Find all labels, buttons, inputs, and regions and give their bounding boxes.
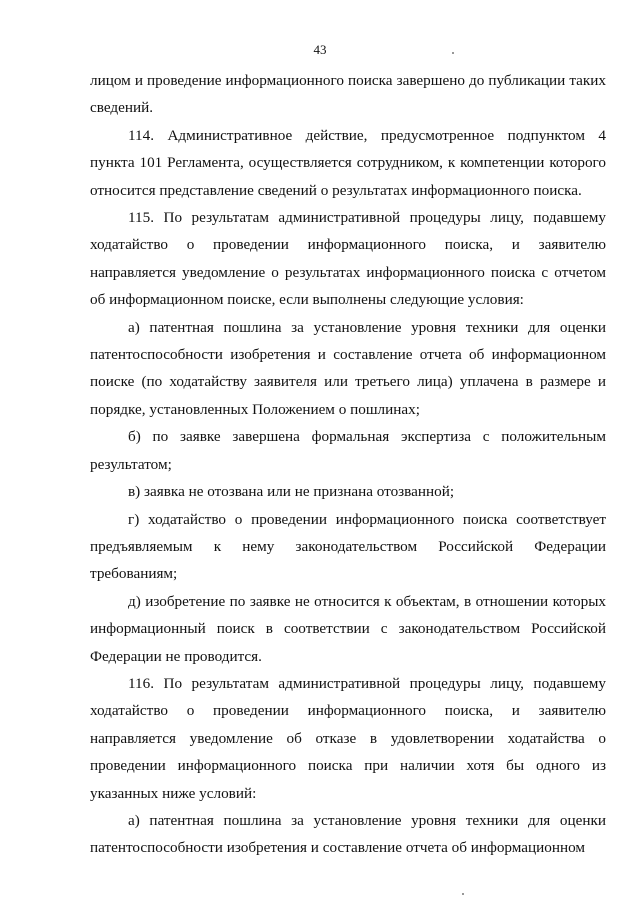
page-number: 43 [313,42,327,57]
scan-speck [462,893,464,895]
paragraph-115-g: г) ходатайство о проведении информационного поиска соответствует предъявляемым к нему законодательством Российской Федерации требованиям; [90,510,606,583]
document-body [90,67,606,862]
paragraph-continuation: лицом и проведение информационного поиска завершено до публикации таких сведений. [90,72,606,117]
paragraph-115-b: б) по заявке завершена формальная экспертиза с положительным результатом; [90,428,606,473]
paragraph-116-a: а) патентная пошлина за установление уровня техники для оценки патентоспособности изобретения и составление отчета об информационном [90,811,606,857]
paragraph-115-a: а) патентная пошлина за установление уровня техники для оценки патентоспособности изобретения и составление отчета об информационном поиске (по ходатайству заявителя или третьего лица) уплачена в размере и порядке, установленных Положением о пошлинах; [90,318,606,418]
scan-speck [452,52,454,54]
paragraph-115-d: д) изобретение по заявке не относится к объектам, в отношении которых информационный поиск в соответствии с законодательством Российской Федерации не проводится. [90,592,606,665]
paragraph-115-v: в) заявка не отозвана или не признана отозванной; [128,483,455,501]
paragraph-115: 115. По результатам административной процедуры лицу, подавшему ходатайство о проведении информационного поиска, и заявителю направляется уведомление о результатах информационного поиска с отчетом об информационном поиске, если выполнены следующие условия: [90,209,606,309]
paragraph-114: 114. Административное действие, предусмотренное подпунктом 4 пункта 101 Регламента, осуществляется сотрудником, к компетенции которого относится представление сведений о результатах информационного поиска. [90,126,606,199]
paragraph-116: 116. По результатам административной процедуры лицу, подавшему ходатайство о проведении информационного поиска, и заявителю направляется уведомление об отказе в удовлетворении ходатайства о проведении информационного поиска при наличии хотя бы одного из указанных ниже условий: [90,674,606,802]
